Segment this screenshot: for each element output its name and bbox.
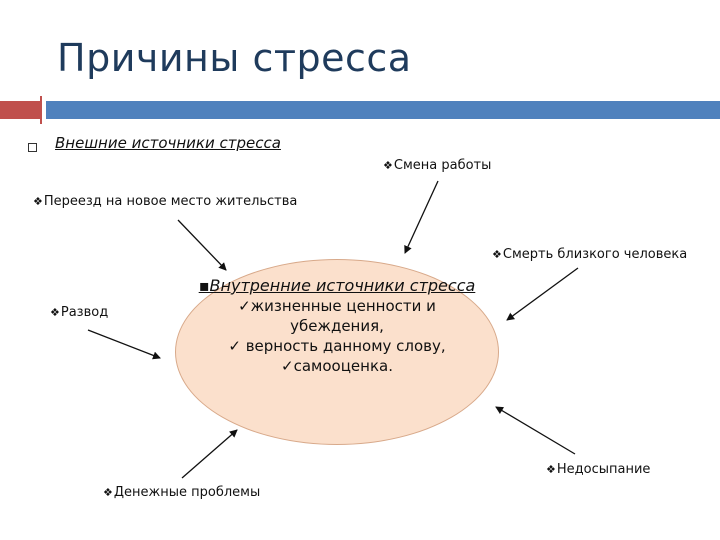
internal-item: ✓жизненные ценности и убеждения,	[238, 297, 436, 335]
external-sources-heading: Внешние источники стресса	[55, 134, 281, 152]
factor-label: Смерть близкого человека	[502, 247, 688, 262]
internal-item: ✓ верность данному слову,	[228, 337, 446, 355]
arrow-relocation	[178, 220, 226, 270]
diamond-bullet-icon: ❖	[383, 159, 393, 172]
arrow-money-problems	[182, 430, 237, 478]
factor-label: Развод	[60, 305, 109, 320]
check-bullet-icon: ✓	[228, 337, 241, 355]
internal-sources-block	[195, 276, 479, 376]
factor-label: Смена работы	[393, 158, 492, 173]
diamond-bullet-icon: ❖	[546, 463, 556, 476]
check-bullet-icon: ✓	[281, 357, 294, 375]
diamond-bullet-icon: ❖	[50, 306, 60, 319]
square-bullet-icon: ▪	[198, 276, 210, 295]
diamond-bullet-icon: ❖	[103, 486, 113, 499]
arrow-sleep-deprivation	[496, 407, 575, 454]
factor-label: Переезд на новое место жительства	[43, 194, 298, 209]
slide-title: Причины стресса	[57, 36, 412, 80]
arrow-divorce	[88, 330, 160, 358]
diamond-bullet-icon: ❖	[33, 195, 43, 208]
factor-label: Денежные проблемы	[113, 485, 261, 500]
factor-label: Недосыпание	[556, 462, 651, 477]
check-bullet-icon: ✓	[238, 297, 251, 315]
arrow-bereavement	[507, 268, 578, 320]
internal-item: ✓самооценка.	[281, 357, 393, 375]
arrow-job-change	[405, 181, 438, 253]
diamond-bullet-icon: ❖	[492, 248, 502, 261]
internal-sources-heading: ▪Внутренние источники стресса	[198, 276, 476, 295]
